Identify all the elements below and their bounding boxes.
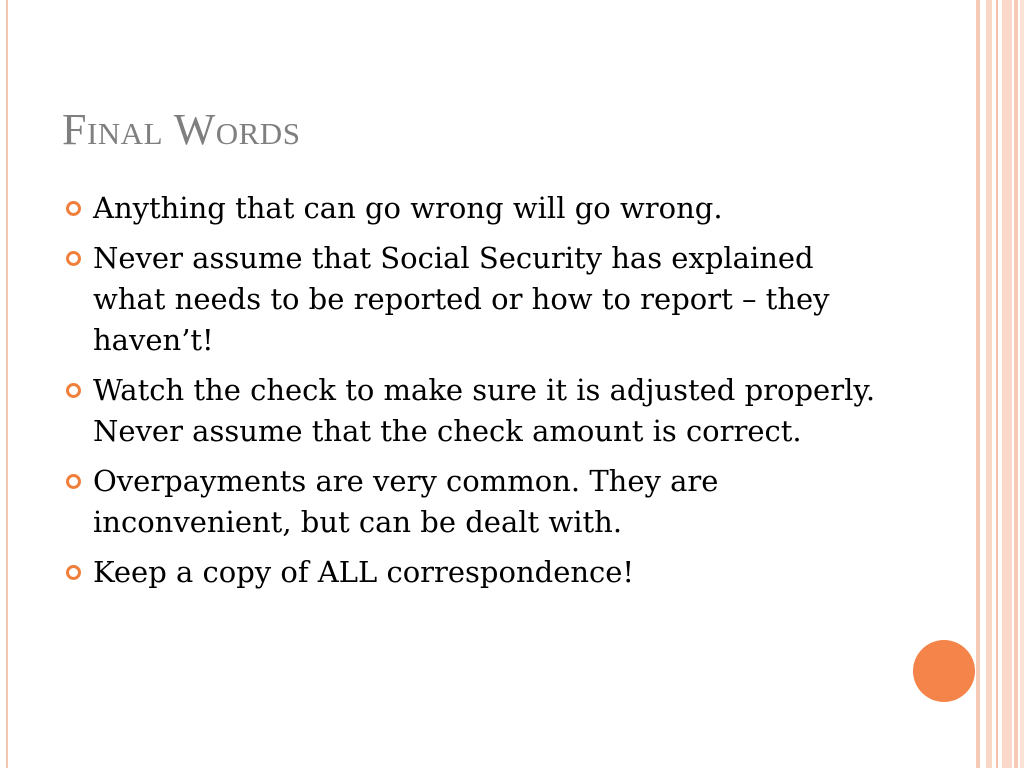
- left-border-line: [6, 0, 8, 768]
- bullet-item: [62, 370, 892, 452]
- ring-bullet-icon: [66, 201, 81, 216]
- right-stripe: [1014, 0, 1018, 768]
- bullet-text: Watch the check to make sure it is adjusted properly. Never assume that the check amount is correct.: [93, 373, 876, 448]
- ring-bullet-icon: [66, 383, 81, 398]
- bullet-list: [62, 188, 892, 602]
- ring-bullet-icon: [66, 474, 81, 489]
- bullet-text: Overpayments are very common. They are inconvenient, but can be dealt with.: [93, 464, 719, 539]
- right-stripe: [996, 0, 998, 768]
- ring-bullet-icon: [66, 251, 81, 266]
- ring-bullet-icon: [66, 565, 81, 580]
- bullet-text: Anything that can go wrong will go wrong.: [93, 191, 723, 225]
- bullet-text: Never assume that Social Security has explained what needs to be reported or how to report – they haven’t!: [93, 241, 830, 357]
- orange-circle-decoration: [913, 640, 975, 702]
- bullet-item: [62, 188, 892, 229]
- bullet-item: [62, 552, 892, 593]
- right-stripe: [1020, 0, 1024, 768]
- bullet-item: [62, 461, 892, 543]
- right-stripe: [1002, 0, 1012, 768]
- slide-title: Final Words: [62, 105, 301, 154]
- right-stripe: [976, 0, 980, 768]
- bullet-text: Keep a copy of ALL correspondence!: [93, 555, 635, 589]
- bullet-item: [62, 238, 892, 361]
- right-stripe: [986, 0, 992, 768]
